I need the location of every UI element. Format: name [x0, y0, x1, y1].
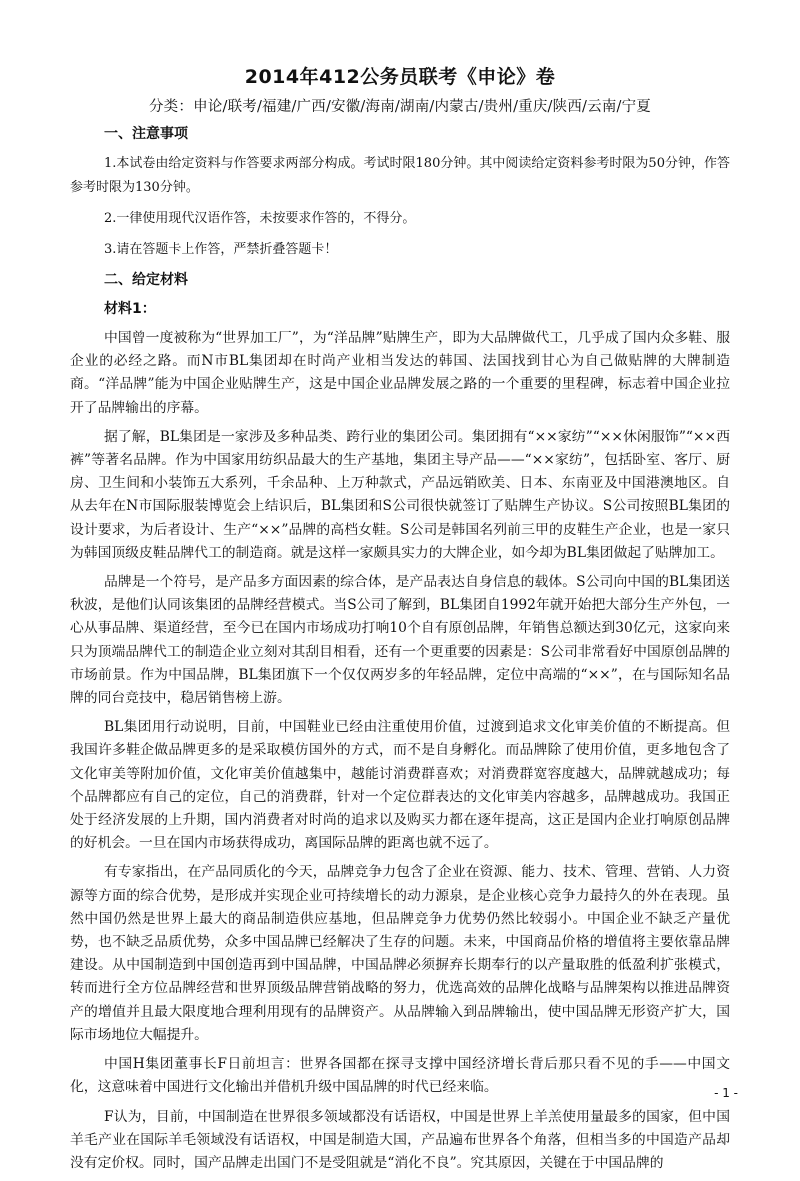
material-paragraph-5: 有专家指出，在产品同质化的今天，品牌竞争力包含了企业在资源、能力、技术、管理、营销、人力资源等方面的综合优势，是形成并实现企业可持续增长的动力源泉，是企业核心竞争力最持久的外在表现。虽然中国仍然是世界上最大的商品制造供应基地，但品牌竞争力优势仍然比较弱小。中国企业不缺乏产量优势，也不缺乏品质优势，众多中国品牌已经解决了生存的问题。未来，中国商品价格的增值将主要依靠品牌建设。从中国制造到中国创造再到中国品牌，中国品牌必须摒弃长期奉行的以产量取胜的低盈利扩张模式，转而进行全方位品牌经营和世界顶级品牌营销战略的努力，优选高效的品牌化战略与品牌架构以推进品牌资产的增值并且最大限度地合理利用现有的品牌资产。从品牌输入到品牌输出，使中国品牌无形资产扩大，国际市场地位大幅提升。: [70, 864, 730, 1043]
section-heading-materials: 二、给定材料: [104, 272, 188, 288]
page-number: - 1 -: [714, 1086, 738, 1100]
material-paragraph-6: 中国H集团董事长F日前坦言：世界各国都在探寻支撑中国经济增长背后那只看不见的手——中国文化，这意味着中国进行文化输出并借机升级中国品牌的时代已经来临。: [70, 1056, 730, 1096]
category-line: 分类：申论/联考/福建/广西/安徽/海南/湖南/内蒙古/贵州/重庆/陕西/云南/宁夏: [148, 99, 652, 115]
material-paragraph-1: 中国曾一度被称为“世界加工厂”，为“洋品牌”贴牌生产，即为大品牌做代工，几乎成了国内众多鞋、服企业的必经之路。而N市BL集团却在时尚产业相当发达的韩国、法国找到甘心为自己做贴牌的大牌制造商。“洋品牌”能为中国企业贴牌生产，这是中国企业品牌发展之路的一个重要的里程碑，标志着中国企业拉开了品牌输出的序幕。: [70, 330, 730, 416]
note-item-2: 2.一律使用现代汉语作答，未按要求作答的，不得分。: [104, 211, 416, 226]
document-content: [70, 121, 730, 1181]
section-heading-notes: 一、注意事项: [104, 126, 188, 142]
material-label: 材料1：: [104, 301, 156, 317]
note-item-1: 1.本试卷由给定资料与作答要求两部分构成。考试时限180分钟。其中阅读给定资料参考时限为50分钟，作答参考时限为130分钟。: [70, 156, 730, 195]
material-paragraph-7: F认为，目前，中国制造在世界很多领域都没有话语权，中国是世界上羊羔使用量最多的国家，但中国羊毛产业在国际羊毛领域没有话语权，中国是制造大国，产品遍布世界各个角落，但相当多的中国造产品却没有定价权。同时，国产品牌走出国门不是受阻就是“消化不良”。究其原因，关键在于中国品牌的: [70, 1108, 730, 1171]
material-paragraph-4: BL集团用行动说明，目前，中国鞋业已经由注重使用价值，过渡到追求文化审美价值的不断提高。但我国许多鞋企做品牌更多的是采取模仿国外的方式，而不是自身孵化。而品牌除了使用价值，更多地包含了文化审美等附加价值，文化审美价值越集中，越能讨消费群喜欢；对消费群宽容度越大，品牌就越成功；每个品牌都应有自己的定位，自己的消费群，针对一个定位群表达的文化审美内容越多，品牌越成功。我国正处于经济发展的上升期，国内消费者对时尚的追求以及购买力都在逐年提高，这正是国内企业打响原创品牌的好机会。一旦在国内市场获得成功，离国际品牌的距离也就不远了。: [70, 719, 730, 852]
document-title: 2014年412公务员联考《申论》卷: [244, 66, 556, 88]
material-paragraph-3: 品牌是一个符号，是产品多方面因素的综合体，是产品表达自身信息的载体。S公司向中国的BL集团送秋波，是他们认同该集团的品牌经营模式。当S公司了解到，BL集团自1992年就开始把大部分生产外包，一心从事品牌、渠道经营，至今已在国内市场成功打响10个自有原创品牌，年销售总额达到30亿元，这家向来只为顶端品牌代工的制造企业立刻对其刮目相看，还有一个更重要的因素是：S公司非常看好中国原创品牌的市场前景。作为中国品牌，BL集团旗下一个仅仅两岁多的年轻品牌，定位中高端的“××”，在与国际知名品牌的同台竞技中，稳居销售榜上游。: [70, 574, 730, 707]
material-paragraph-2: 据了解，BL集团是一家涉及多种品类、跨行业的集团公司。集团拥有“××家纺”“××休闲服饰”“××西裤”等著名品牌。作为中国家用纺织品最大的生产基地，集团主导产品——“××家纺”，包括卧室、客厅、厨房、卫生间和小装饰五大系列，千余品种、上万种款式，产品远销欧美、日本、东南亚及中国港澳地区。自从去年在N市国际服装博览会上结识后，BL集团和S公司很快就签订了贴牌生产协议。S公司按照BL集团的设计要求，为后者设计、生产“××”品牌的高档女鞋。S公司是韩国名列前三甲的皮鞋生产企业，也是一家只为韩国顶级皮鞋品牌代工的制造商。就是这样一家颇具实力的大牌企业，如今却为BL集团做起了贴牌加工。: [70, 428, 730, 561]
note-item-3: 3.请在答题卡上作答，严禁折叠答题卡！: [104, 242, 338, 257]
